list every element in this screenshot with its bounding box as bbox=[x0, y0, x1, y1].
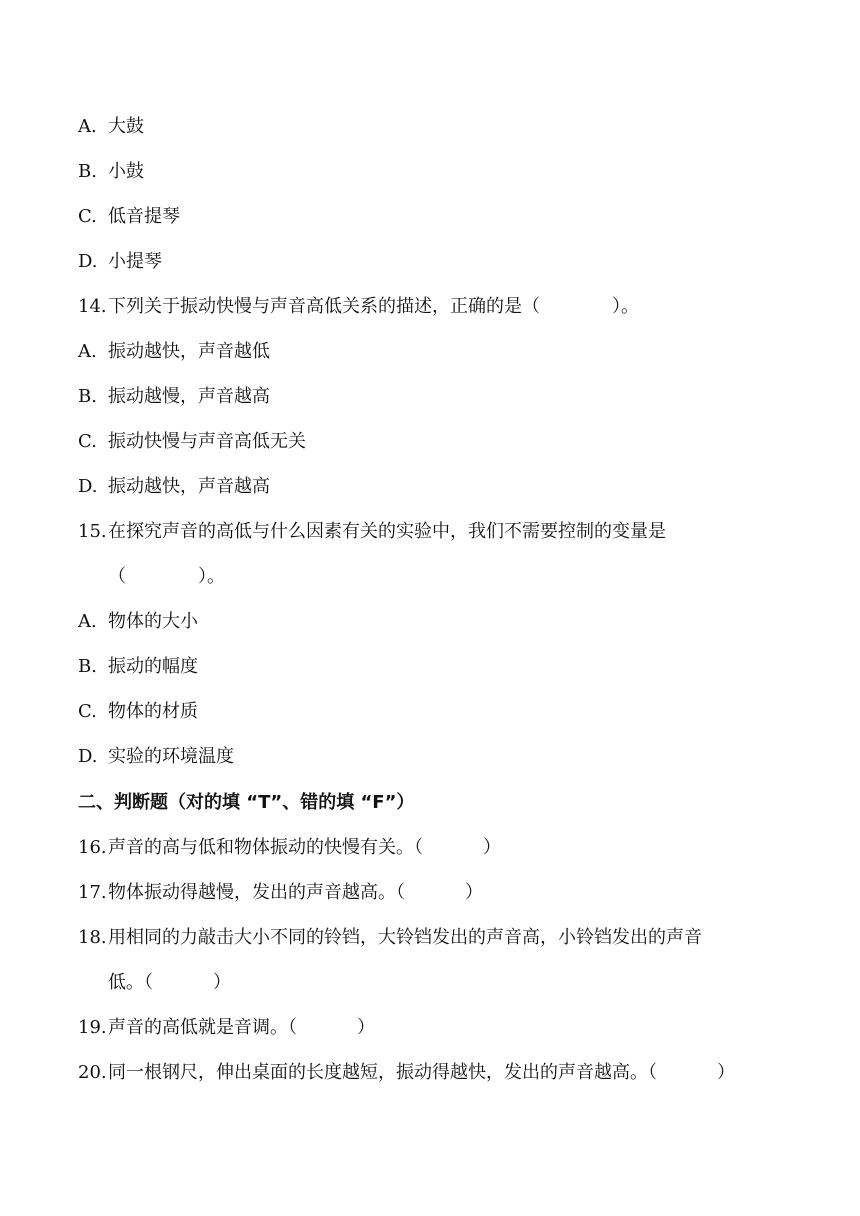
option-letter: B. bbox=[78, 656, 97, 677]
paren-close: ） bbox=[717, 1062, 735, 1083]
option-text: 小提琴 bbox=[108, 251, 162, 272]
option-text: 振动的幅度 bbox=[108, 656, 198, 677]
option-letter: B. bbox=[78, 386, 97, 407]
paren-close: ） bbox=[465, 882, 483, 903]
question-number: 16. bbox=[78, 837, 107, 858]
question-text: 用相同的力敲击大小不同的铃铛，大铃铛发出的声音高，小铃铛发出的声音 bbox=[108, 927, 702, 948]
q18 bbox=[78, 926, 702, 950]
option-letter: A. bbox=[78, 611, 97, 632]
option-text: 物体的材质 bbox=[108, 701, 198, 722]
question-text: 同一根钢尺，伸出桌面的长度越短，振动得越快，发出的声音越高。（ bbox=[108, 1062, 657, 1083]
question-number: 17. bbox=[78, 882, 107, 903]
q16 bbox=[78, 836, 501, 860]
q15-option-a bbox=[78, 610, 198, 634]
option-letter: A. bbox=[78, 341, 97, 362]
q15-stem-continued bbox=[108, 565, 225, 589]
q14-option-d bbox=[78, 475, 270, 499]
paren-close: ） bbox=[357, 1017, 375, 1038]
question-number: 15. bbox=[78, 521, 107, 542]
paren-close: ） bbox=[483, 837, 501, 858]
question-text: 声音的高低就是音调。（ bbox=[108, 1017, 297, 1038]
q15-option-d bbox=[78, 745, 234, 769]
question-text-end: ）。 bbox=[198, 566, 225, 587]
option-letter: D. bbox=[78, 476, 98, 497]
question-text: 低。（ bbox=[108, 972, 153, 993]
option-letter: A. bbox=[78, 116, 97, 137]
question-number: 18. bbox=[78, 927, 107, 948]
option-letter: B. bbox=[78, 161, 97, 182]
option-text: 实验的环境温度 bbox=[108, 746, 234, 767]
q15-stem bbox=[78, 520, 666, 544]
question-text: （ bbox=[108, 566, 126, 587]
option-text: 振动越慢，声音越高 bbox=[108, 386, 270, 407]
option-text: 低音提琴 bbox=[108, 206, 180, 227]
q14-option-b bbox=[78, 385, 270, 409]
question-text: 在探究声音的高低与什么因素有关的实验中，我们不需要控制的变量是 bbox=[108, 521, 666, 542]
q17 bbox=[78, 881, 483, 905]
q20 bbox=[78, 1061, 735, 1085]
q14-stem bbox=[78, 295, 639, 319]
question-number: 14. bbox=[78, 296, 107, 317]
question-text-end: ）。 bbox=[612, 296, 639, 317]
q15-option-b bbox=[78, 655, 198, 679]
q13-option-b bbox=[78, 160, 144, 184]
option-letter: C. bbox=[78, 206, 97, 227]
question-text: 声音的高与低和物体振动的快慢有关。（ bbox=[108, 837, 423, 858]
paren-close: ） bbox=[213, 972, 231, 993]
q15-option-c bbox=[78, 700, 198, 724]
option-text: 物体的大小 bbox=[108, 611, 198, 632]
option-text: 振动快慢与声音高低无关 bbox=[108, 431, 306, 452]
option-letter: C. bbox=[78, 701, 97, 722]
q14-option-a bbox=[78, 340, 270, 364]
question-text: 物体振动得越慢，发出的声音越高。（ bbox=[108, 882, 405, 903]
option-text: 小鼓 bbox=[108, 161, 144, 182]
q14-option-c bbox=[78, 430, 306, 454]
option-text: 振动越快，声音越低 bbox=[108, 341, 270, 362]
option-text: 振动越快，声音越高 bbox=[108, 476, 270, 497]
q13-option-a bbox=[78, 115, 144, 139]
question-number: 19. bbox=[78, 1017, 107, 1038]
question-number: 20. bbox=[78, 1062, 107, 1083]
q18-continued bbox=[108, 971, 231, 995]
q19 bbox=[78, 1016, 375, 1040]
q13-option-d bbox=[78, 250, 162, 274]
option-letter: C. bbox=[78, 431, 97, 452]
section-heading: 二、判断题（对的填 “T”、错的填 “F”） bbox=[78, 792, 415, 813]
q13-option-c bbox=[78, 205, 180, 229]
option-text: 大鼓 bbox=[108, 116, 144, 137]
option-letter: D. bbox=[78, 251, 98, 272]
question-text: 下列关于振动快慢与声音高低关系的描述，正确的是（ bbox=[108, 296, 540, 317]
option-letter: D. bbox=[78, 746, 98, 767]
